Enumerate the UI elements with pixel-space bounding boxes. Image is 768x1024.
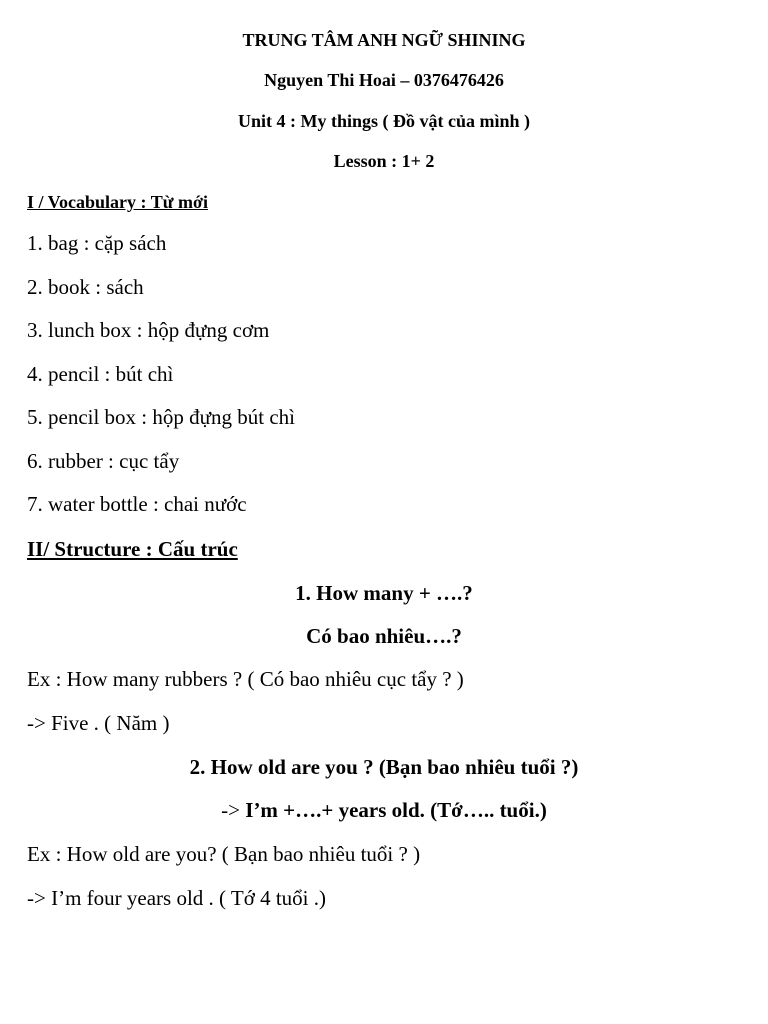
structure-2-pattern [0,800,768,821]
structure-2-example: Ex : How old are you? ( Bạn bao nhiêu tuổi ? ) [27,842,421,866]
lesson-title: Lesson : 1+ 2 [333,151,435,171]
structure-2-answer: -> I’m four years old . ( Tớ 4 tuổi .) [27,886,326,910]
vocab-item: 7. water bottle : chai nước [27,492,247,516]
vocabulary-heading: I / Vocabulary : Từ mới [27,192,208,212]
structure-1-meaning: Có bao nhiêu….? [306,624,462,648]
structure-1-answer: -> Five . ( Năm ) [27,711,170,735]
vocab-item: 4. pencil : bút chì [27,362,174,386]
unit-title: Unit 4 : My things ( Đồ vật của mình ) [237,111,530,131]
structure-2-pattern-text: I’m +….+ years old. (Tớ….. tuổi.) [240,798,547,822]
vocab-item: 3. lunch box : hộp đựng cơm [27,318,270,342]
teacher-contact: Nguyen Thi Hoai – 0376476426 [264,70,504,90]
structure-2-title: 2. How old are you ? (Bạn bao nhiêu tuổi ?) [189,755,579,779]
structure-1-title: 1. How many + ….? [295,581,473,605]
vocab-item: 6. rubber : cục tẩy [27,449,180,473]
center-name: TRUNG TÂM ANH NGỮ SHINING [242,30,526,50]
vocab-item: 1. bag : cặp sách [27,231,167,255]
structure-heading-row [0,539,768,560]
vocabulary-heading-row [0,193,768,212]
arrow-glyph: -> [221,798,241,822]
structure-heading: II/ Structure : Cấu trúc [27,537,238,561]
vocab-item: 5. pencil box : hộp đựng bút chì [27,405,296,429]
structure-1-example: Ex : How many rubbers ? ( Có bao nhiêu cục tẩy ? ) [27,667,464,691]
vocab-item: 2. book : sách [27,275,144,299]
